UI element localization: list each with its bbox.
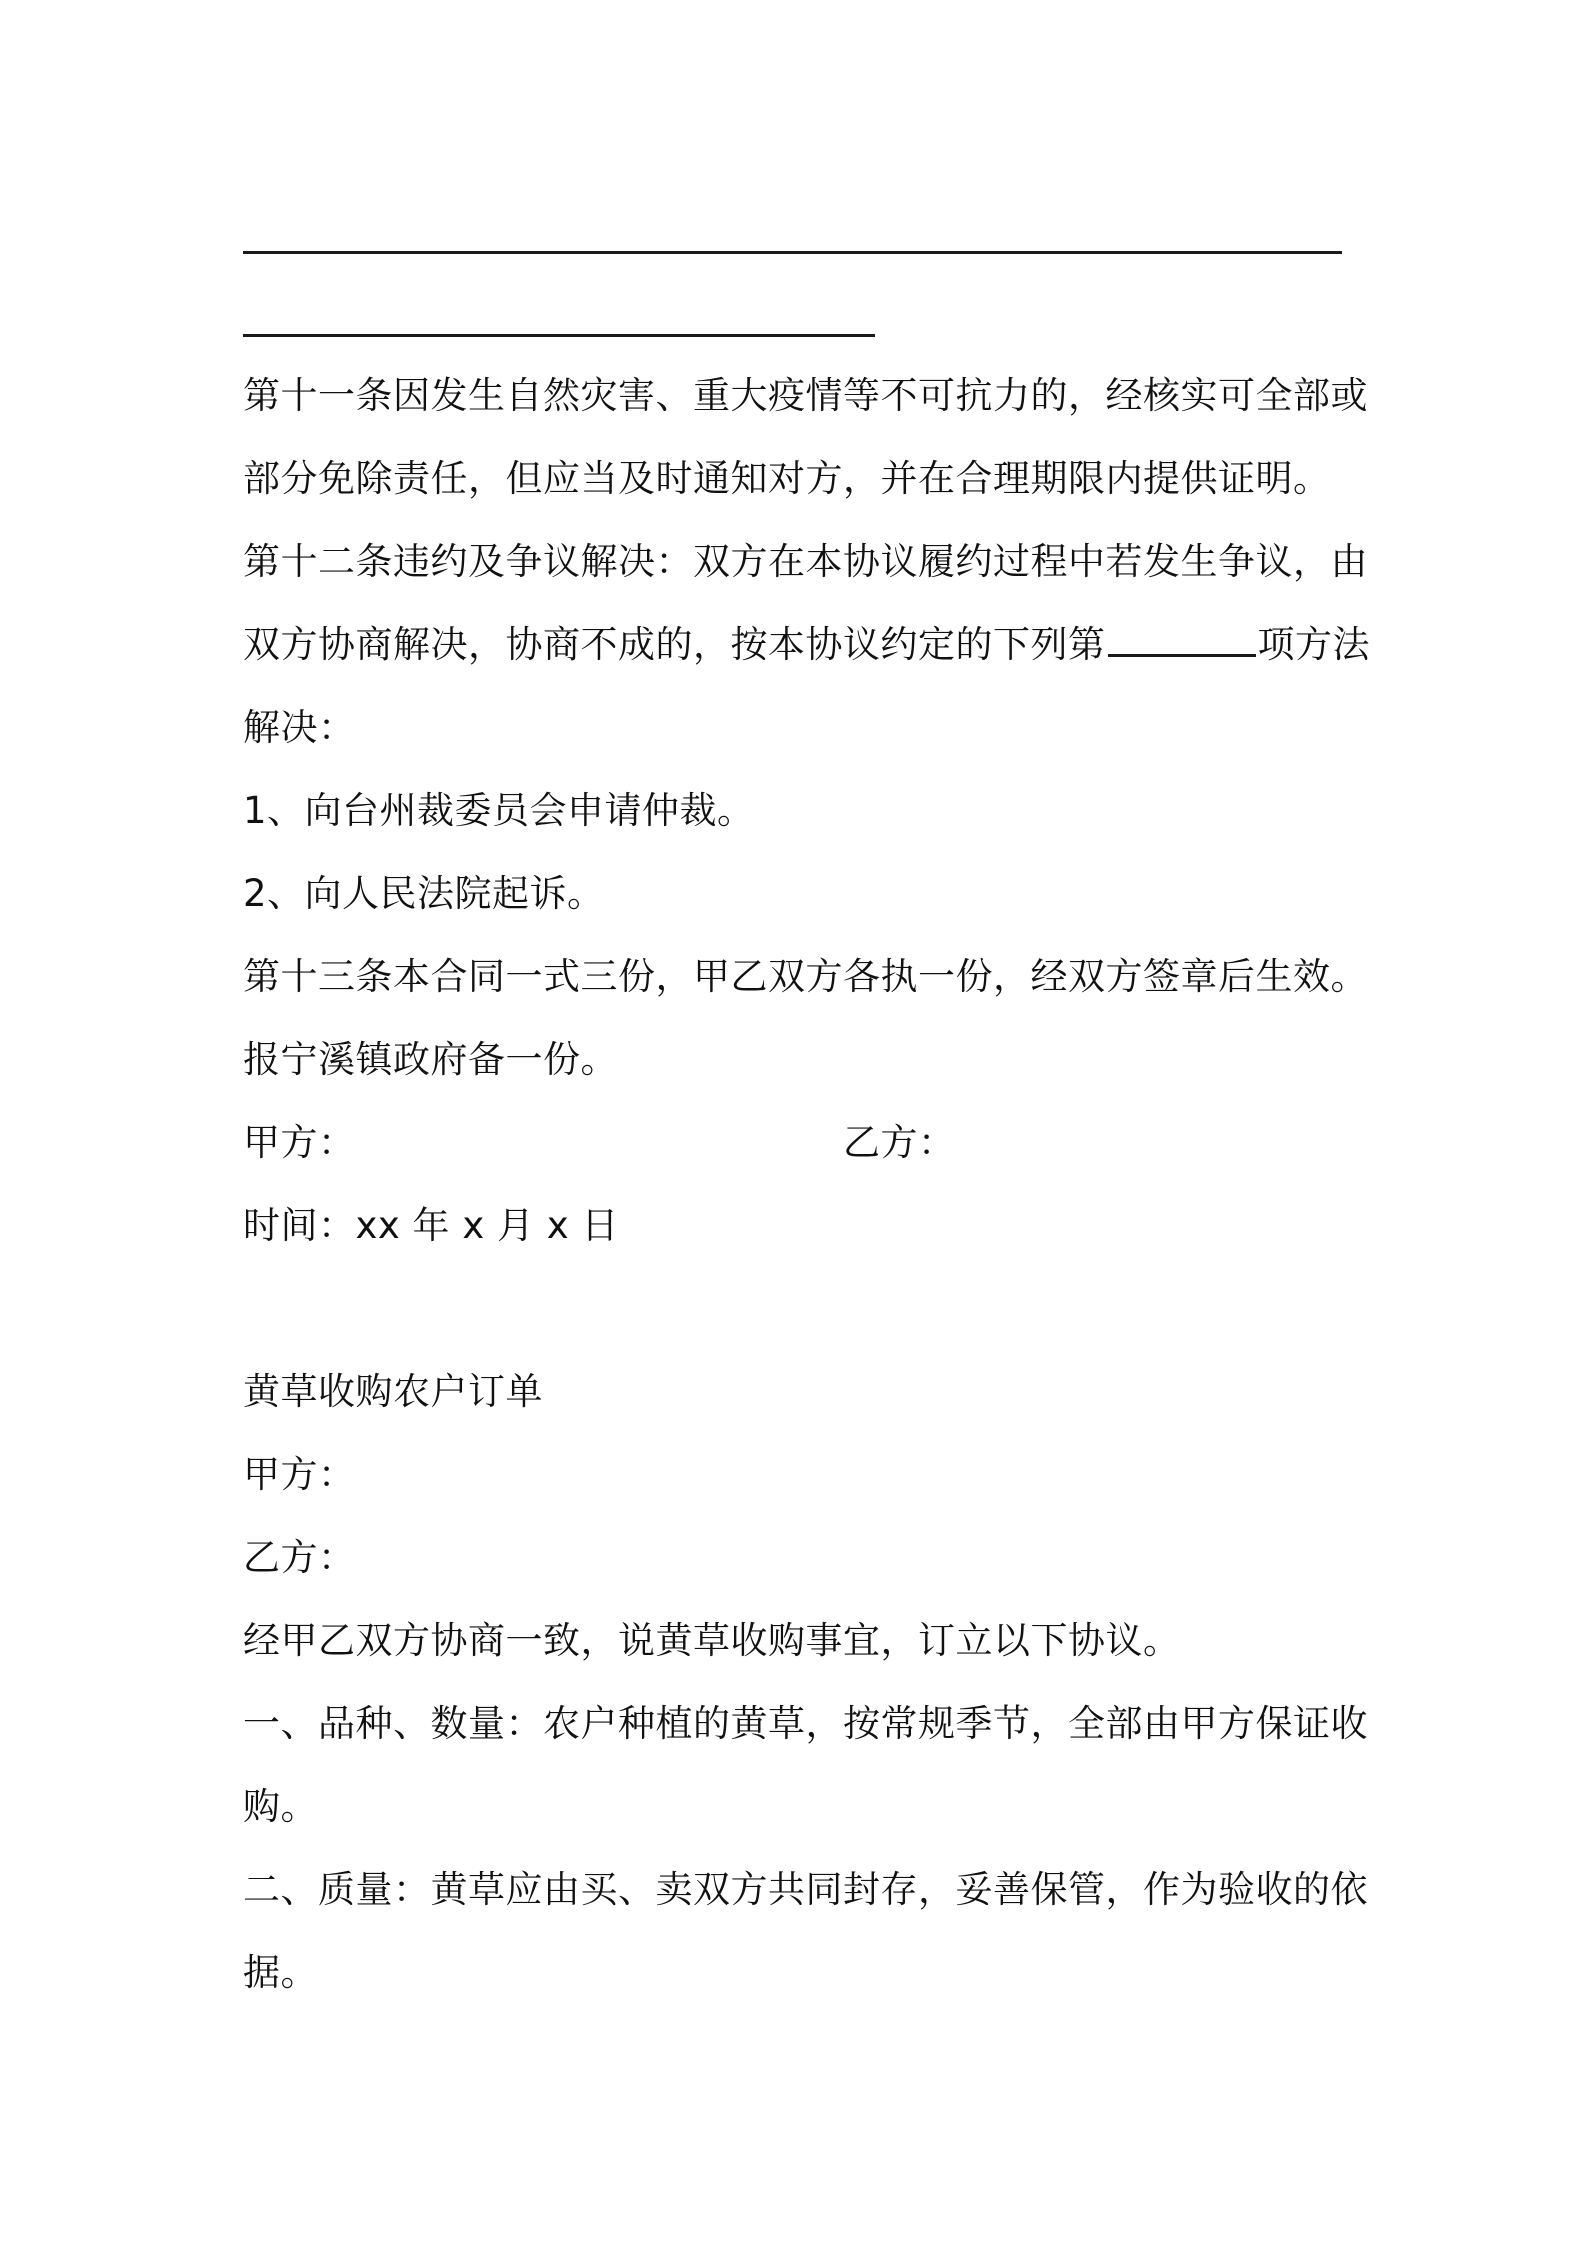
signature-date: 时间：xx 年 x 月 x 日 <box>243 1204 619 1247</box>
signature-party-b: 乙方： <box>843 1121 956 1164</box>
clause-11-line-2: 部分免除责任，但应当及时通知对方，并在合理期限内提供证明。 <box>243 457 1331 500</box>
blank-underline-long <box>243 251 1342 254</box>
order-title: 黄草收购农户订单 <box>243 1370 543 1413</box>
clause-13-line-2: 报宁溪镇政府备一份。 <box>243 1038 618 1081</box>
blank-underline-short <box>243 334 875 337</box>
option-1: 1、向台州裁委员会申请仲裁。 <box>243 789 755 832</box>
order-item-1-line-1: 一、品种、数量：农户种植的黄草，按常规季节，全部由甲方保证收 <box>243 1702 1368 1745</box>
order-intro: 经甲乙双方协商一致，说黄草收购事宜，订立以下协议。 <box>243 1619 1181 1662</box>
clause-13-line-1: 第十三条本合同一式三份，甲乙双方各执一份，经双方签章后生效。 <box>243 955 1368 998</box>
option-2: 2、向人民法院起诉。 <box>243 872 605 915</box>
clause-12-line-1: 第十二条违约及争议解决：双方在本协议履约过程中若发生争议，由 <box>243 540 1368 583</box>
fill-in-blank <box>1108 624 1256 657</box>
clause-12-line-2 <box>243 621 1370 669</box>
order-party-a: 甲方： <box>243 1453 356 1496</box>
order-item-2-line-1: 二、质量：黄草应由买、卖双方共同封存，妥善保管，作为验收的依 <box>243 1868 1368 1911</box>
signature-party-a: 甲方： <box>243 1121 356 1164</box>
clause-12-line-2-text: 双方协商解决，协商不成的，按本协议约定的下列第 <box>243 623 1106 666</box>
clause-12-line-3: 解决： <box>243 706 356 749</box>
order-item-2-line-2: 据。 <box>243 1951 318 1994</box>
order-party-b: 乙方： <box>243 1536 356 1579</box>
clause-11-line-1: 第十一条因发生自然灾害、重大疫情等不可抗力的，经核实可全部或 <box>243 374 1368 417</box>
order-item-1-line-2: 购。 <box>243 1785 318 1828</box>
clause-12-line-2-end: 项方法 <box>1257 623 1370 666</box>
